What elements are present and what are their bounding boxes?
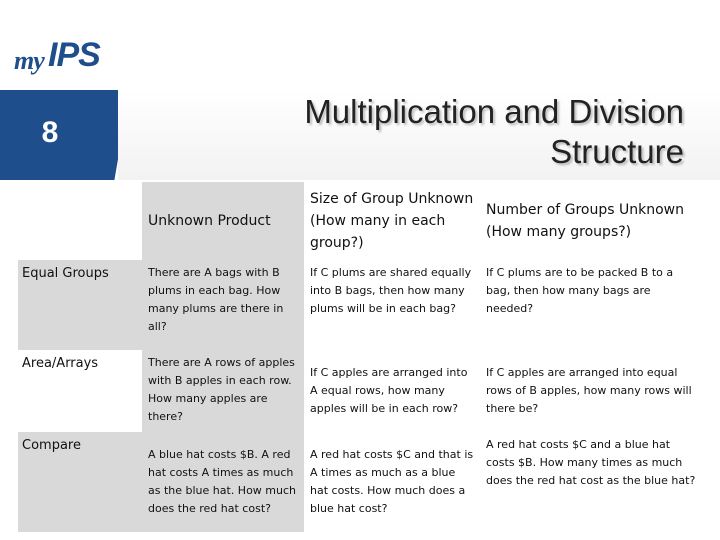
row-label-equal-groups: Equal Groups bbox=[18, 260, 142, 350]
slide-number: 8 bbox=[41, 116, 59, 149]
header-number-of-groups: Number of Groups Unknown (How many groups?) bbox=[486, 202, 684, 240]
cell-compare-size: A red hat costs $C and that is A times as much as a blue hat costs. How much does a blue hat cost? bbox=[310, 448, 474, 515]
cell-area-arrays-number: If C apples are arranged into equal rows of B apples, how many rows will there be? bbox=[486, 366, 692, 415]
header-size-of-group: Size of Group Unknown (How many in each group?) bbox=[310, 191, 474, 251]
cell-compare-product: A blue hat costs $B. A red hat costs A times as much as the blue hat. How much does the red hat cost? bbox=[142, 432, 304, 532]
title-line-2: Structure bbox=[550, 133, 684, 170]
page-title bbox=[264, 92, 684, 172]
cell-area-arrays-product: There are A rows of apples with B apples in each row. How many apples are there? bbox=[142, 350, 304, 432]
structure-table bbox=[18, 182, 706, 532]
cell-equal-groups-number: If C plums are to be packed B to a bag, then how many bags are needed? bbox=[486, 266, 674, 315]
row-label-compare: Compare bbox=[18, 432, 142, 532]
table-row bbox=[18, 432, 706, 532]
cell-area-arrays-size: If C apples are arranged into A equal rows, how many apples will be in each row? bbox=[310, 366, 468, 415]
cell-equal-groups-product: There are A bags with B plums in each bag. How many plums are there in all? bbox=[142, 260, 304, 350]
header-row bbox=[18, 182, 706, 260]
table-row bbox=[18, 260, 706, 350]
logo-ips: IPS bbox=[48, 36, 100, 74]
cell-equal-groups-size: If C plums are shared equally into B bags, then how many plums will be in each bag? bbox=[310, 266, 472, 315]
header-unknown-product: Unknown Product bbox=[142, 182, 304, 260]
row-label-area-arrays: Area/Arrays bbox=[18, 350, 142, 432]
logo-my: my bbox=[14, 46, 44, 75]
table-row bbox=[18, 350, 706, 432]
title-line-1: Multiplication and Division bbox=[304, 93, 684, 130]
cell-compare-number: A red hat costs $C and a blue hat costs $B. How many times as much does the red hat cost as the blue hat? bbox=[486, 438, 696, 487]
corner-cell bbox=[18, 182, 142, 260]
